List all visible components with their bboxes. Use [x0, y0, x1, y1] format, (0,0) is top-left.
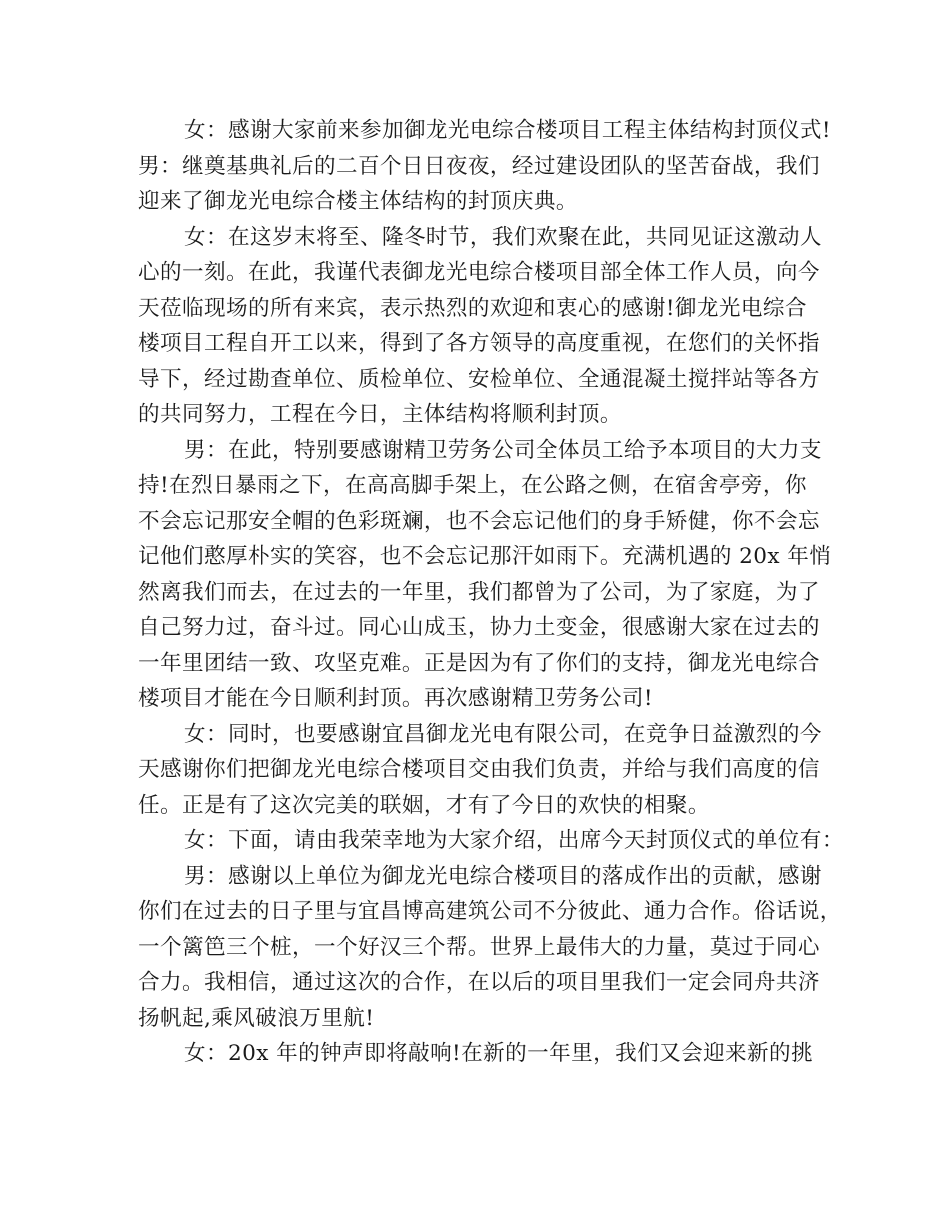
- text-line: 心的一刻。在此，我谨代表御龙光电综合楼项目部全体工作人员，向今: [138, 260, 820, 285]
- text-line: 不会忘记那安全帽的色彩斑斓，也不会忘记他们的身手矫健，你不会忘: [138, 508, 820, 534]
- text-line: 楼项目工程自开工以来，得到了各方领导的高度重视，在您们的关怀指: [138, 331, 820, 356]
- text-line: 一个篱笆三个桩，一个好汉三个帮。世界上最伟大的力量，莫过于同心: [138, 934, 820, 960]
- text-line: 然离我们而去，在过去的一年里，我们都曾为了公司，为了家庭，为了: [138, 579, 820, 605]
- text-line: 导下，经过勘查单位、质检单位、安检单位、全通混凝土搅拌站等各方: [138, 366, 820, 392]
- text-line: 女：在这岁末将至、隆冬时节，我们欢聚在此，共同见证这激动人: [184, 224, 822, 250]
- text-line: 任。正是有了这次完美的联姻，才有了今日的欢快的相聚。: [138, 792, 710, 818]
- text-line: 天莅临现场的所有来宾，表示热烈的欢迎和衷心的感谢!御龙光电综合: [138, 295, 807, 321]
- text-line: 持!在烈日暴雨之下，在高高脚手架上，在公路之侧，在宿舍亭旁，你: [138, 473, 807, 498]
- text-line: 一年里团结一致、攻坚克难。正是因为有了你们的支持，御龙光电综合: [138, 650, 820, 676]
- text-line: 迎来了御龙光电综合楼主体结构的封顶庆典。: [138, 189, 578, 214]
- text-line: 扬帆起,乘风破浪万里航!: [138, 1005, 375, 1031]
- text-line: 楼项目才能在今日顺利封顶。再次感谢精卫劳务公司!: [138, 686, 653, 711]
- text-line: 女：同时，也要感谢宜昌御龙光电有限公司，在竞争日益激烈的今: [184, 721, 822, 747]
- text-line: 天感谢你们把御龙光电综合楼项目交由我们负责，并给与我们高度的信: [138, 757, 820, 782]
- text-line: 男：感谢以上单位为御龙光电综合楼项目的落成作出的贡献，感谢: [184, 863, 822, 889]
- text-line: 合力。我相信，通过这次的合作，在以后的项目里我们一定会同舟共济: [138, 970, 820, 995]
- text-line: 的共同努力，工程在今日，主体结构将顺利封顶。: [138, 402, 622, 427]
- text-line: 男：在此，特别要感谢精卫劳务公司全体员工给予本项目的大力支: [184, 437, 822, 463]
- document-body: [138, 113, 844, 1072]
- text-line: 记他们憨厚朴实的笑容，也不会忘记那汗如雨下。充满机遇的 20x 年悄: [138, 544, 832, 569]
- text-line: 自己努力过，奋斗过。同心山成玉，协力土变金，很感谢大家在过去的: [138, 615, 820, 640]
- text-line: 女：感谢大家前来参加御龙光电综合楼项目工程主体结构封顶仪式!: [184, 118, 831, 143]
- text-line: 男：继奠基典礼后的二百个日日夜夜，经过建设团队的坚苦奋战，我们: [138, 153, 820, 179]
- text-line: 女：下面，请由我荣幸地为大家介绍，出席今天封顶仪式的单位有：: [184, 828, 844, 853]
- text-line: 你们在过去的日子里与宜昌博高建筑公司不分彼此、通力合作。俗话说，: [138, 899, 842, 924]
- text-line: 女：20x 年的钟声即将敲响!在新的一年里，我们又会迎来新的挑: [184, 1041, 814, 1066]
